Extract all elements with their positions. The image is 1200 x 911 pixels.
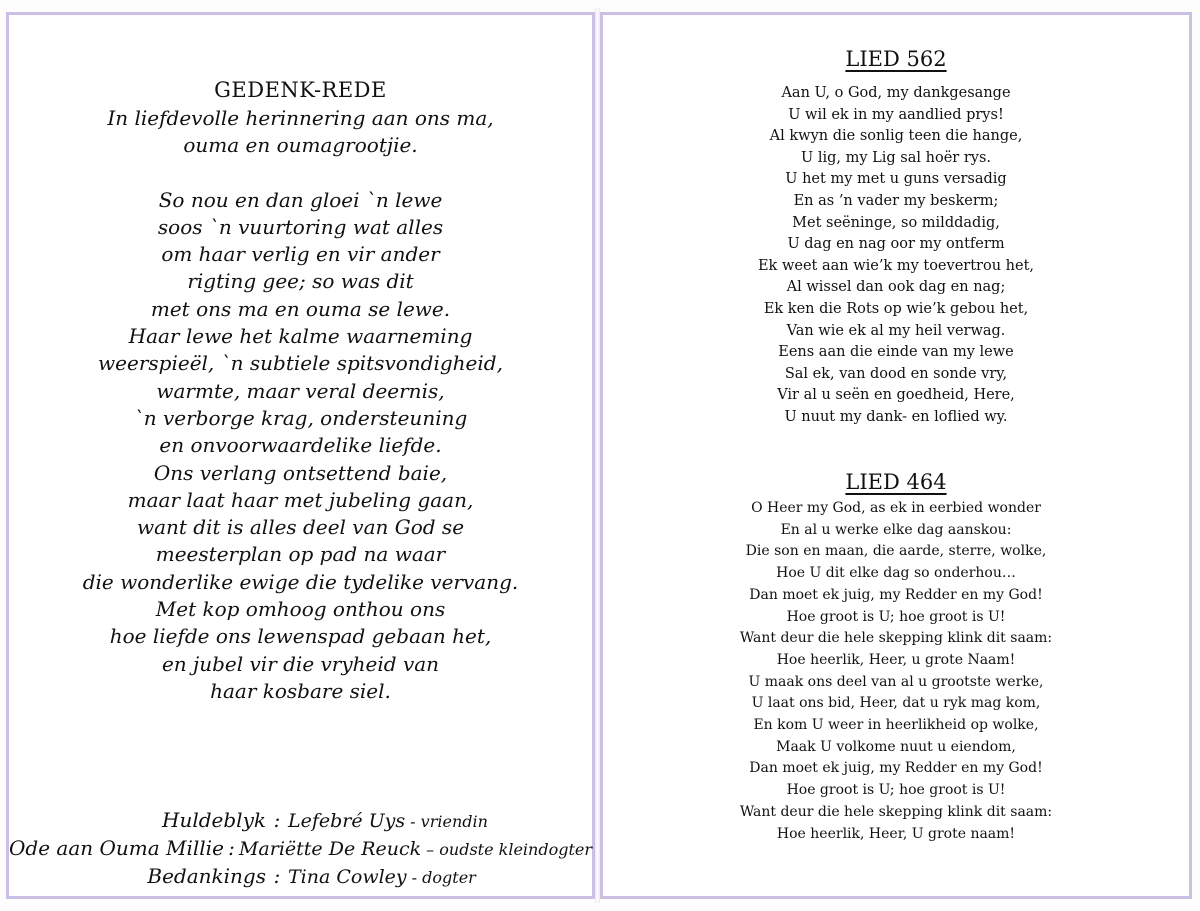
hymn-562 <box>603 45 1189 429</box>
tribute-role: - vriendin <box>410 812 488 831</box>
hymn-line: En al u werke elke dag aanskou: <box>780 521 1012 538</box>
hymn-line: Dan moet ek juig, my Redder en my God! <box>749 760 1043 777</box>
hymn-line: Maak U volkome nuut u eiendom, <box>776 738 1016 755</box>
hymn-line: U nuut my dank- en loflied wy. <box>784 408 1008 425</box>
hymn-line: U wil ek in my aandlied prys! <box>788 106 1004 123</box>
tribute-separator: : <box>228 836 235 860</box>
poem-line: om haar verlig en vir ander <box>161 242 440 267</box>
poem-line: want dit is alles deel van God se <box>136 515 465 540</box>
tribute-name: Lefebré Uys <box>288 810 406 832</box>
hymn-line: Vir al u seën en goedheid, Here, <box>777 387 1015 404</box>
hymn-line: Die son en maan, die aarde, sterre, wolke, <box>745 543 1047 560</box>
hymn-line: Want deur die hele skepping klink dit saam: <box>739 803 1053 820</box>
tribute-name: Tina Cowley <box>288 866 407 888</box>
hymn-line: Hoe groot is U; hoe groot is U! <box>786 608 1006 625</box>
tribute-separator: : <box>273 808 281 832</box>
tribute-role: – oudste kleindogter <box>426 840 592 859</box>
tributes-list <box>9 808 592 892</box>
hymn-line: Al wissel dan ook dag en nag; <box>786 279 1006 296</box>
poem-line: en onvoorwaardelike liefde. <box>159 433 442 458</box>
hymn-line: Eens aan die einde van my lewe <box>778 344 1014 361</box>
hymn-line: Hoe heerlik, Heer, u grote Naam! <box>776 651 1016 668</box>
hymn-line: Hoe heerlik, Heer, U grote naam! <box>776 825 1016 842</box>
hymn-line: Want deur die hele skepping klink dit saam: <box>739 630 1053 647</box>
hymn-line: Van wie ek al my heil verwag. <box>786 322 1006 339</box>
poem-line: warmte, maar veral deernis, <box>156 378 445 403</box>
poem-line: weerspieël, `n subtiele spitsvondigheid, <box>98 351 503 376</box>
poem-line: hoe liefde ons lewenspad gebaan het, <box>109 624 492 649</box>
tribute-role: - dogter <box>411 868 476 887</box>
poem-line: haar kosbare siel. <box>210 678 391 703</box>
memorial-speech <box>9 75 592 705</box>
hymn-line: En as ’n vader my beskerm; <box>793 192 999 209</box>
hymn-line: Al kwyn die sonlig teen die hange, <box>769 128 1023 145</box>
tribute-separator: : <box>273 864 281 888</box>
tribute-row <box>9 808 592 836</box>
hymn-line: Ek ken die Rots op wie’k gebou het, <box>763 300 1029 317</box>
hymn-464 <box>603 468 1189 845</box>
hymn-line: Hoe groot is U; hoe groot is U! <box>786 782 1006 799</box>
poem-line: met ons ma en ouma se lewe. <box>150 296 451 321</box>
hymn-line: Dan moet ek juig, my Redder en my God! <box>749 586 1043 603</box>
poem-line: So nou en dan gloei `n lewe <box>158 187 443 212</box>
hymn-line: Aan U, o God, my dankgesange <box>781 85 1011 101</box>
dedication-line: ouma en oumagrootjie. <box>183 133 418 158</box>
hymn-line: U lig, my Lig sal hoër rys. <box>800 149 991 166</box>
hymn-line: O Heer my God, as ek in eerbied wonder <box>751 500 1041 516</box>
poem-line: `n verborge krag, ondersteuning <box>133 405 468 430</box>
left-page <box>6 12 595 899</box>
hymn-line: En kom U weer in heerlikheid op wolke, <box>753 717 1039 734</box>
tribute-label: Ode aan Ouma Millie <box>9 836 224 860</box>
hymn-title: LIED 464 <box>845 470 947 494</box>
poem-line: Haar lewe het kalme waarneming <box>128 324 473 349</box>
tribute-label: Huldeblyk <box>162 808 266 832</box>
poem-line: maar laat haar met jubeling gaan, <box>127 487 474 512</box>
tribute-row <box>9 864 592 892</box>
poem-line: rigting gee; so was dit <box>187 269 414 294</box>
dedication-line: In liefdevolle herinnering aan ons ma, <box>107 106 494 130</box>
hymn-line: U het my met u guns versadig <box>785 171 1007 188</box>
hymn-line: U maak ons deel van al u grootste werke, <box>748 673 1044 690</box>
tribute-label: Bedankings <box>147 864 266 888</box>
hymn-line: Hoe U dit elke dag so onderhou… <box>776 565 1016 582</box>
tribute-name: Mariëtte De Reuck <box>238 838 422 860</box>
tribute-row <box>9 836 592 864</box>
memorial-title: GEDENK-REDE <box>214 78 387 102</box>
hymn-line: U laat ons bid, Heer, dat u ryk mag kom, <box>751 695 1041 712</box>
poem-line: soos `n vuurtoring wat alles <box>157 214 444 239</box>
hymn-line: Sal ek, van dood en sonde vry, <box>784 365 1008 382</box>
hymn-line: U dag en nag oor my ontferm <box>787 236 1005 253</box>
hymn-line: Ek weet aan wie’k my toevertrou het, <box>757 257 1035 274</box>
poem-line: en jubel vir die vryheid van <box>161 651 440 676</box>
hymn-line: Met seëninge, so milddadig, <box>792 214 1000 231</box>
stanza-gap <box>9 160 592 187</box>
poem-line: Met kop omhoog onthou ons <box>155 597 446 622</box>
right-page <box>600 12 1192 899</box>
poem-line: meesterplan op pad na waar <box>155 542 446 567</box>
poem-line: Ons verlang ontsettend baie, <box>153 460 448 485</box>
poem-line: die wonderlike ewige die tydelike vervang. <box>82 569 519 594</box>
hymn-title: LIED 562 <box>845 47 947 71</box>
